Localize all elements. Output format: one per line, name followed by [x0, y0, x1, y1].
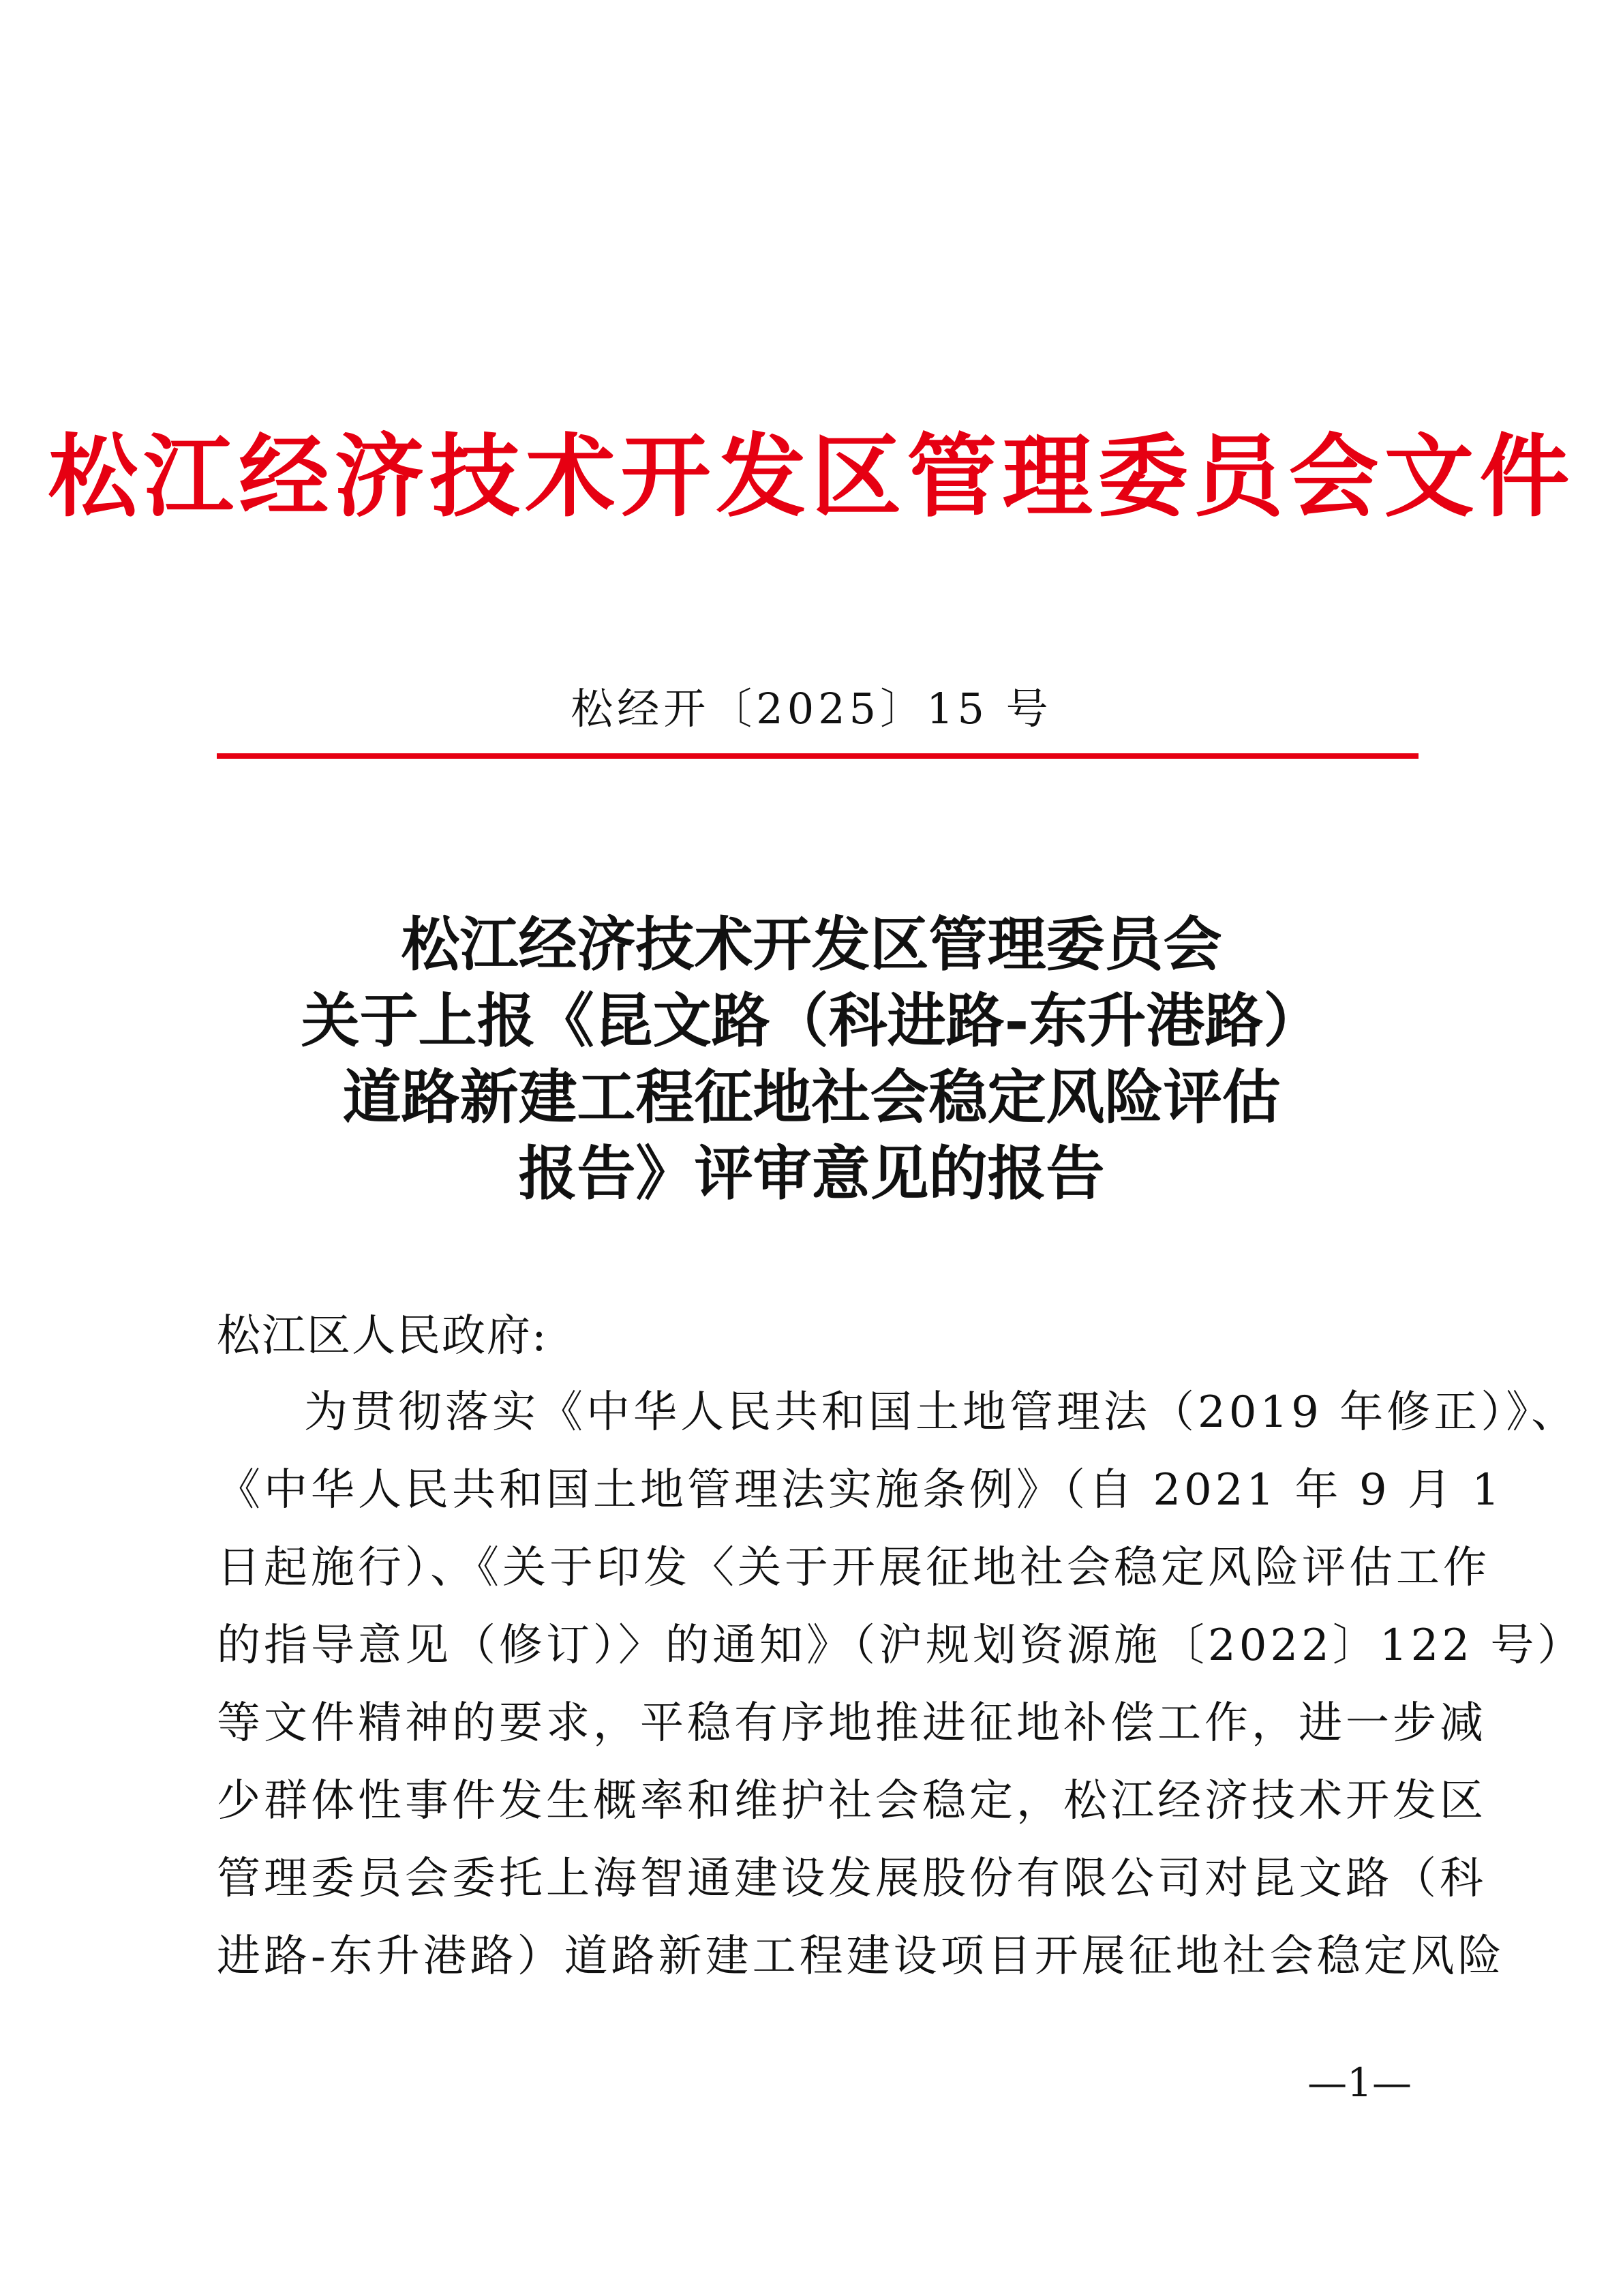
body-line: 日起施行）、《关于印发〈关于开展征地社会稳定风险评估工作 — [217, 1543, 1490, 1593]
title-line: 松江经济技术开发区管理委员会 — [401, 910, 1222, 979]
body-paragraph — [217, 1374, 1585, 1995]
body-line: 管理委员会委托上海智通建设发展股份有限公司对昆文路（科 — [217, 1854, 1487, 1904]
title-line: 道路新建工程征地社会稳定风险评估 — [342, 1063, 1281, 1132]
document-number: 松经开〔2025〕15 号 — [571, 684, 1052, 734]
body-line: 的指导意见（修订）〉的通知》（沪规划资源施〔2022〕122 号） — [217, 1620, 1585, 1671]
body-line: 少群体性事件发生概率和维护社会稳定，松江经济技术开发区 — [217, 1776, 1487, 1826]
body-line: 进路-东升港路）道路新建工程建设项目开展征地社会稳定风险 — [217, 1931, 1505, 1982]
recipient: 松江区人民政府: — [217, 1311, 548, 1361]
red-divider-line — [217, 753, 1419, 759]
title-line: 报告》评审意见的报告 — [518, 1139, 1105, 1208]
body-line: 等文件精神的要求，平稳有序地推进征地补偿工作，进一步减 — [217, 1698, 1487, 1749]
title-line: 关于上报《昆文路（科进路-东升港路） — [301, 986, 1322, 1055]
report-title — [0, 907, 1623, 1212]
body-line: 《中华人民共和国土地管理法实施条例》（自 2021 年 9 月 1 — [217, 1465, 1504, 1515]
page-number: —1— — [1307, 2059, 1412, 2106]
masthead-title: 松江经济技术开发区管理委员会文件 — [48, 424, 1575, 530]
body-line: 为贯彻落实《中华人民共和国土地管理法（2019 年修正）》、 — [304, 1387, 1579, 1438]
